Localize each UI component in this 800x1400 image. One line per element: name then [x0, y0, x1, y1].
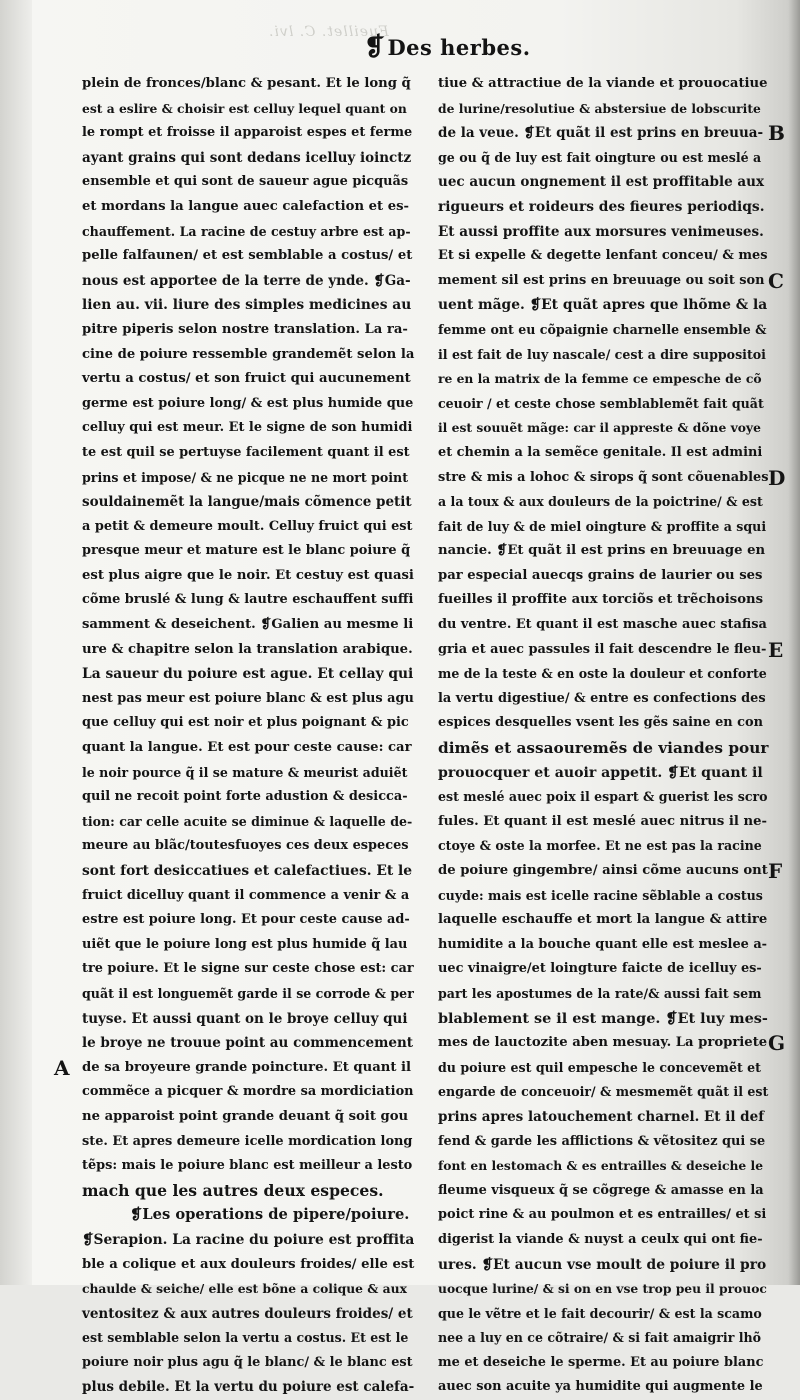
text-line: chauffement. La racine de cestuy arbre est ap- — [82, 223, 411, 239]
text-line: nee a luy en ce cõtraire/ & si fait amaigrir lhõ — [438, 1330, 762, 1346]
text-line: tuyse. Et aussi quant on le broye celluy qui — [82, 1010, 408, 1027]
text-line: commẽce a picquer & mordre sa mordiciation — [82, 1084, 414, 1100]
text-line: de la veue. ❡Et quãt il est prins en breuua- — [438, 125, 764, 142]
text-line: le rompt et froisse il apparoist espes et ferme — [82, 125, 413, 141]
text-line: fruict dicelluy quant il commence a venir & a — [82, 887, 410, 903]
text-line: nancie. ❡Et quãt il est prins en breuuage en — [438, 543, 766, 559]
margin-letter: D — [768, 465, 786, 490]
text-line: laquelle eschauffe et mort la langue & attire — [438, 912, 768, 928]
text-line: te est quil se pertuyse facilement quant il est — [82, 444, 410, 460]
text-line: tiue & attractiue de la viande et prouocatiue — [438, 76, 768, 91]
text-line: ne apparoist point grande deuant q̃ soit gou — [82, 1108, 409, 1124]
text-line: dimẽs et assaouremẽs de viandes pour — [438, 739, 769, 758]
text-line: mes de lauctozite aben mesuay. La propriete — [438, 1035, 768, 1051]
text-line: chaulde & seiche/ elle est bõne a colique & aux — [82, 1281, 407, 1297]
text-line: espices desquelles vsent les gẽs saine en con — [438, 715, 763, 731]
text-line: nous est apportee de la terre de ynde. ❡Ga- — [82, 272, 411, 289]
page-title: Des herbes. — [387, 35, 531, 60]
text-line: tre poiure. Et le signe sur ceste chose est: car — [82, 961, 414, 977]
text-line: est meslé auec poix il espart & guerist les scro — [438, 789, 768, 805]
text-line: presque meur et mature est le blanc poiure q̃ — [82, 543, 411, 559]
margin-letter: B — [768, 121, 785, 146]
text-line: du poiure est quil empesche le concevemẽt et — [438, 1059, 761, 1075]
text-line: ge ou q̃ de luy est fait oingture ou est meslé a — [438, 149, 762, 165]
text-line: il est fait de luy nascale/ cest a dire suppositoi — [438, 346, 766, 362]
text-line: blablement se il est mange. ❡Et luy mes- — [438, 1009, 768, 1027]
text-line: humidite a la bouche quant elle est meslee a- — [438, 936, 768, 952]
text-line: prouocquer et auoir appetit. ❡Et quant il — [438, 764, 763, 781]
text-line: souldainemẽt la langue/mais cõmence petit — [82, 494, 412, 511]
text-line: vertu a costus/ et son fruict qui aucunement — [82, 371, 411, 387]
text-line: femme ont eu cõpaignie charnelle ensemble & — [438, 321, 767, 337]
text-line: que celluy qui est noir et plus poignant & pic — [82, 715, 409, 731]
margin-letter: A — [54, 1056, 70, 1080]
text-line: poict rine & au poulmon et es entrailles/ et si — [438, 1207, 767, 1223]
text-line: tẽps: mais le poiure blanc est meilleur a lesto — [82, 1158, 413, 1174]
text-line: du ventre. Et quant il est masche auec stafisa — [438, 617, 767, 633]
text-line: a la toux & aux douleurs de la poictrine/ & est — [438, 494, 763, 510]
text-line: ste. Et apres demeure icelle mordication long — [82, 1133, 413, 1149]
text-line: uiẽt que le poiure long est plus humide q̃ lau — [82, 936, 408, 952]
text-line: ures. ❡Et aucun vse moult de poiure il pro — [438, 1256, 767, 1273]
text-line: plein de fronces/blanc & pesant. Et le long q̃ — [82, 76, 411, 91]
text-line: par especial auecqs grains de laurier ou ses — [438, 567, 763, 583]
text-line: fules. Et quant il est meslé auec nitrus il ne- — [438, 813, 767, 829]
text-line: pelle falfaunen/ et est semblable a costus/ et — [82, 248, 413, 264]
text-line: Et aussi proffite aux morsures venimeuses. — [438, 223, 764, 240]
text-line: digerist la viande & nuyst a ceulx qui ont fie- — [438, 1231, 763, 1247]
text-line: lien au. vii. liure des simples medicines au — [82, 297, 412, 314]
right-text-column — [438, 72, 768, 1400]
text-line: samment & deseichent. ❡Galien au mesme li — [82, 617, 414, 633]
text-line: ❡Les operations de pipere/poiure. — [130, 1206, 410, 1224]
text-line: auec son acuite ya humidite qui augmente le — [438, 1379, 763, 1395]
text-line: cõme bruslé & lung & lautre eschauffent suffi — [82, 592, 414, 608]
text-line: germe est poiure long/ & est plus humide que — [82, 395, 414, 411]
text-line: le noir pource q̃ il se mature & meurist aduiẽt — [82, 764, 408, 780]
text-line: ❡Serapion. La racine du poiure est proffita — [82, 1231, 415, 1248]
text-line: rigueurs et roideurs des fieures periodiqs. — [438, 198, 765, 215]
text-line: ble a colique et aux douleurs froides/ elle est — [82, 1256, 415, 1272]
text-line: La saueur du poiure est ague. Et cellay qui — [82, 666, 414, 683]
text-line: mach que les autres deux especes. — [82, 1180, 384, 1200]
margin-letter: E — [768, 637, 784, 662]
text-line: fleume visqueux q̃ se cõgrege & amasse en la — [438, 1182, 764, 1198]
text-line: mement sil est prins en breuuage ou soit son — [438, 272, 765, 288]
text-line: de lurine/resolutiue & abstersiue de lobscurite — [438, 100, 761, 116]
text-line: uec aucun ongnement il est proffitable aux — [438, 174, 765, 191]
text-line: estre est poiure long. Et pour ceste cause ad- — [82, 912, 410, 928]
left-text-column — [82, 72, 414, 1400]
text-line: ure & chapitre selon la translation arabique. — [82, 641, 413, 657]
text-line: est semblable selon la vertu a costus. Et est le — [82, 1330, 409, 1346]
text-line: me et deseiche le sperme. Et au poiure blanc — [438, 1354, 764, 1370]
text-line: prins et impose/ & ne picque ne ne mort point — [82, 469, 409, 485]
text-line: est a eslire & choisir est celluy lequel quant on — [82, 100, 407, 116]
margin-letter: F — [768, 859, 783, 884]
text-line: que le vẽtre et le fait decourir/ & est la scamo — [438, 1305, 762, 1321]
text-line: re en la matrix de la femme ce empesche de cõ — [438, 371, 762, 387]
text-line: celluy qui est meur. Et le signe de son humidi — [82, 420, 413, 436]
text-line: prins apres latouchement charnel. Et il def — [438, 1108, 765, 1125]
text-line: tion: car celle acuite se diminue & laquelle de- — [82, 813, 413, 829]
text-line: quil ne recoit point forte adustion & desicca- — [82, 789, 408, 805]
text-line: fait de luy & de miel oingture & proffite a squi — [438, 518, 767, 534]
text-line: fueilles il proffite aux torciõs et trẽchoisons — [438, 592, 763, 608]
text-line: et chemin a la semẽce genitale. Il est admini — [438, 444, 763, 460]
text-line: me de la teste & en oste la douleur et conforte — [438, 666, 767, 682]
text-line: le broye ne trouue point au commencement — [82, 1035, 414, 1052]
text-line: cuyde: mais est icelle racine sẽblable a costus — [438, 887, 763, 903]
text-line: plus debile. Et la vertu du poiure est calefa- — [82, 1379, 415, 1396]
text-line: quãt il est longuemẽt garde il se corrode & per — [82, 985, 414, 1001]
text-line: la vertu digestiue/ & entre es confections des — [438, 690, 766, 706]
text-line: sont fort desiccatiues et calefactiues. Et le — [82, 863, 413, 879]
text-line: uent mãge. ❡Et quãt apres que lhõme & la — [438, 297, 768, 314]
text-line: meure au blãc/toutesfuoyes ces deux especes — [82, 838, 409, 854]
margin-letter: G — [768, 1031, 786, 1056]
text-line: il est souuẽt mãge: car il appreste & dõne voye — [438, 420, 761, 436]
text-line: font en lestomach & es entrailles & deseiche le — [438, 1158, 764, 1174]
pilcrow-mark: ❡ — [364, 32, 386, 61]
text-line: ayant grains qui sont dedans icelluy ioinctz — [82, 149, 412, 166]
text-line: quant la langue. Et est pour ceste cause: car — [82, 740, 412, 756]
text-line: de sa broyeure grande poincture. Et quant il — [82, 1059, 412, 1075]
text-line: ensemble et qui sont de saueur ague picquãs — [82, 174, 409, 190]
page-gutter — [0, 0, 32, 1285]
text-line: pitre piperis selon nostre translation. La ra- — [82, 321, 408, 337]
text-line: ventositez & aux autres douleurs froides/ et — [82, 1305, 413, 1322]
text-line: est plus aigre que le noir. Et cestuy est quasi — [82, 567, 414, 583]
text-line: fend & garde les afflictions & vẽtositez qui se — [438, 1133, 766, 1149]
text-line: uocque lurine/ & si on en vse trop peu il prouoc — [438, 1281, 767, 1297]
text-line: gria et auec passules il fait descendre le fleu- — [438, 641, 767, 657]
text-line: a petit & demeure moult. Celluy fruict qui est — [82, 518, 413, 534]
text-line: nest pas meur est poiure blanc & est plus agu — [82, 690, 414, 706]
text-line: uec vinaigre/et loingture faicte de icelluy es- — [438, 961, 762, 977]
text-line: engarde de conceuoir/ & mesmemẽt quãt il est — [438, 1084, 769, 1100]
text-line: part les apostumes de la rate/& aussi fait sem — [438, 985, 762, 1001]
bleed-through-text: Fueillet. C. lvi. — [268, 24, 389, 40]
page-header — [364, 32, 531, 61]
text-line: cine de poiure ressemble grandemẽt selon la — [82, 346, 415, 362]
text-line: de poiure gingembre/ ainsi cõme aucuns ont — [438, 863, 768, 878]
margin-letter: C — [768, 268, 784, 293]
text-line: stre & mis a lohoc & sirops q̃ sont cõuenables — [438, 469, 769, 485]
text-line: poiure noir plus agu q̃ le blanc/ & le blanc est — [82, 1354, 413, 1370]
page-edge — [788, 0, 800, 1285]
text-line: ceuoir / et ceste chose semblablemẽt fait quãt — [438, 395, 764, 411]
text-line: et mordans la langue auec calefaction et es- — [82, 198, 410, 214]
text-line: ctoye & oste la morfee. Et ne est pas la racine — [438, 838, 762, 854]
text-line: Et si expelle & degette lenfant conceu/ & mes — [438, 248, 768, 264]
